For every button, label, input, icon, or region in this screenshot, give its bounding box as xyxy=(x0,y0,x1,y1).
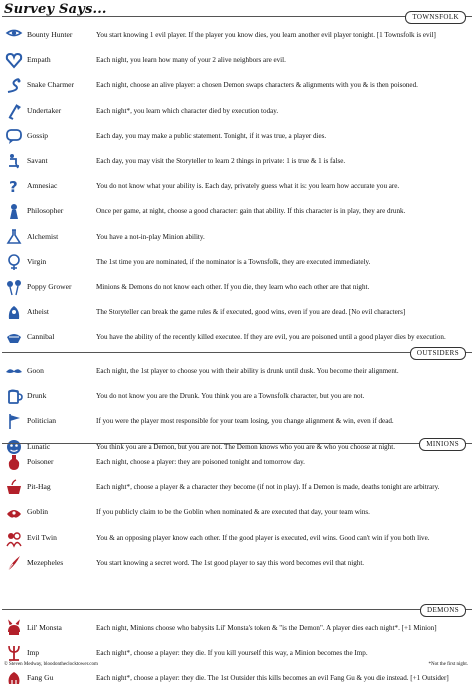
character-row xyxy=(0,200,474,222)
character-ability: Each night*, choose a player: they die. If you kill yourself this way, a Minion becomes the Imp. xyxy=(96,649,368,658)
character-ability: You start knowing a secret word. The 1st good player to say this word becomes evil that night. xyxy=(96,558,365,567)
evil-twin-icon xyxy=(4,528,24,548)
savant-icon xyxy=(4,151,24,171)
character-name: Pit-Hag xyxy=(27,482,51,492)
undertaker-icon xyxy=(4,101,24,121)
character-name: Mezepheles xyxy=(27,557,64,567)
character-row xyxy=(0,150,474,172)
character-row xyxy=(0,125,474,147)
character-name: Bounty Hunter xyxy=(27,30,73,39)
character-name: Philosopher xyxy=(27,206,64,216)
character-ability: You do not know you are the Drunk. You think you are a Townsfolk character, but you are not. xyxy=(96,392,365,401)
character-name: Atheist xyxy=(27,307,49,317)
character-ability: Minions & Demons do not know each other. If you die, they learn who each other are that night. xyxy=(96,283,370,291)
character-row xyxy=(0,552,474,574)
atheist-icon xyxy=(4,302,24,322)
character-name: Lil' Monsta xyxy=(27,623,62,632)
mezepheles-icon xyxy=(4,553,24,573)
character-row xyxy=(0,326,474,348)
character-name: Amnesiac xyxy=(27,181,58,191)
character-name: Politician xyxy=(27,416,57,426)
character-ability: Each night, choose a player: they are poisoned tonight and tomorrow day. xyxy=(96,458,305,466)
footer-note: *Not the first night. xyxy=(428,662,468,667)
character-row xyxy=(0,451,474,473)
divider-line xyxy=(2,352,472,353)
character-name: Empath xyxy=(27,55,51,65)
virgin-icon xyxy=(4,252,24,272)
character-name: Imp xyxy=(27,648,40,658)
character-ability: Once per game, at night, choose a good character: gain that ability. If this character is in play, they are drunk. xyxy=(96,207,406,216)
character-name: Goon xyxy=(27,366,44,375)
character-row xyxy=(0,251,474,273)
sheet-title: Survey Says... xyxy=(4,2,107,17)
character-ability: If you publicly claim to be the Goblin when nominated & are executed that day, your team wins. xyxy=(96,508,370,517)
character-name: Fang Gu xyxy=(27,673,54,683)
character-row xyxy=(0,276,474,298)
character-row xyxy=(0,527,474,549)
character-row xyxy=(0,226,474,248)
section-divider xyxy=(2,438,472,450)
character-name: Snake Charmer xyxy=(27,80,75,90)
section-label: MINIONS xyxy=(419,438,466,451)
snake-charmer-icon xyxy=(4,75,24,95)
character-row xyxy=(0,49,474,71)
character-row xyxy=(0,501,474,523)
fang-gu-icon xyxy=(4,668,24,688)
amnesiac-icon xyxy=(4,176,24,196)
character-row xyxy=(0,74,474,96)
character-row xyxy=(0,24,474,46)
section-divider xyxy=(2,604,472,616)
section-divider xyxy=(2,11,472,23)
section-label: DEMONS xyxy=(420,604,466,617)
character-row xyxy=(0,301,474,323)
goon-icon xyxy=(4,361,24,381)
character-ability: You think you are a Demon, but you are not. The Demon knows who you are & who you choose at night. xyxy=(96,442,396,451)
character-ability: You do not know what your ability is. Each day, privately guess what it is: you learn how accurate you are. xyxy=(96,182,400,191)
svg-text:?: ? xyxy=(9,178,18,197)
character-ability: You have the ability of the recently killed executee. If they are evil, you are poisoned until a good player dies by execution. xyxy=(96,333,446,342)
character-ability: If you were the player most responsible for your team losing, you change alignment & win, even if dead. xyxy=(96,417,394,426)
character-row xyxy=(0,385,474,407)
character-name: Virgin xyxy=(27,256,47,266)
character-row xyxy=(0,476,474,498)
character-name: Undertaker xyxy=(27,105,62,115)
character-name: Poppy Grower xyxy=(27,282,72,291)
character-ability: You & an opposing player know each other. If the good player is executed, evil wins. Good can't win if you both live. xyxy=(96,533,430,542)
character-ability: Each night, the 1st player to choose you with their ability is drunk until dusk. You become their alignment. xyxy=(96,367,399,375)
character-name: Gossip xyxy=(27,130,49,140)
character-ability: Each day, you may visit the Storyteller to learn 2 things in private: 1 is true & 1 is false. xyxy=(96,157,346,165)
character-row xyxy=(0,360,474,382)
empath-icon xyxy=(4,50,24,70)
character-name: Alchemist xyxy=(27,231,59,241)
character-ability: You have a not-in-play Minion ability. xyxy=(96,232,205,241)
divider-line xyxy=(2,16,472,17)
character-name: Evil Twin xyxy=(27,532,57,542)
character-row xyxy=(0,175,474,197)
bounty-hunter-icon xyxy=(4,25,24,45)
footer-credit: © Steven Medway, bloodontheclocktower.com xyxy=(4,662,98,667)
character-row xyxy=(0,667,474,689)
character-name: Goblin xyxy=(27,507,49,517)
character-ability: Each night, choose an alive player: a chosen Demon swaps characters & alignments with you & is then poisoned. xyxy=(96,81,418,90)
character-ability: Each night*, choose a player: they die. The 1st Outsider this kills becomes an evil Fang Gu & you die instead. [+1 Outsider] xyxy=(96,674,449,683)
character-row xyxy=(0,617,474,639)
character-ability: Each night, you learn how many of your 2 alive neighbors are evil. xyxy=(96,56,286,65)
philosopher-icon xyxy=(4,201,24,221)
character-ability: Each night*, you learn which character died by execution today. xyxy=(96,106,279,115)
divider-line xyxy=(2,443,472,444)
imp-icon xyxy=(4,643,24,663)
divider-line xyxy=(2,609,472,610)
character-name: Poisoner xyxy=(27,457,54,466)
character-row xyxy=(0,642,474,664)
character-name: Drunk xyxy=(27,391,47,401)
character-row xyxy=(0,410,474,432)
pit-hag-icon xyxy=(4,477,24,497)
gossip-icon xyxy=(4,126,24,146)
character-ability: You start knowing 1 evil player. If the player you know dies, you learn another evil player tonight. [1 Townsfolk is evil] xyxy=(96,31,436,39)
drunk-icon xyxy=(4,386,24,406)
character-row xyxy=(0,100,474,122)
section-divider xyxy=(2,347,472,359)
character-ability: Each night, Minions choose who babysits Lil' Monsta's token & "is the Demon". A player dies each night*. [+1 Minion] xyxy=(96,624,437,632)
section-label: TOWNSFOLK xyxy=(405,11,466,24)
section-label: OUTSIDERS xyxy=(410,347,466,360)
character-ability: Each day, you may make a public statement. Tonight, if it was true, a player dies. xyxy=(96,131,327,140)
poisoner-icon xyxy=(4,452,24,472)
cannibal-icon xyxy=(4,327,24,347)
character-name: Savant xyxy=(27,156,48,165)
poppy-grower-icon xyxy=(4,277,24,297)
alchemist-icon xyxy=(4,227,24,247)
politician-icon xyxy=(4,411,24,431)
character-name: Cannibal xyxy=(27,332,55,342)
lil-monsta-icon xyxy=(4,618,24,638)
character-ability: The Storyteller can break the game rules & if executed, good wins, even if you are dead. [No evil characters] xyxy=(96,308,406,317)
goblin-icon xyxy=(4,502,24,522)
character-ability: Each night*, choose a player & a character they become (if not in play). If a Demon is made, deaths tonight are arbitrary. xyxy=(96,483,440,492)
character-name: Lunatic xyxy=(27,441,51,451)
character-ability: The 1st time you are nominated, if the nominator is a Townsfolk, they are executed immediately. xyxy=(96,257,371,266)
